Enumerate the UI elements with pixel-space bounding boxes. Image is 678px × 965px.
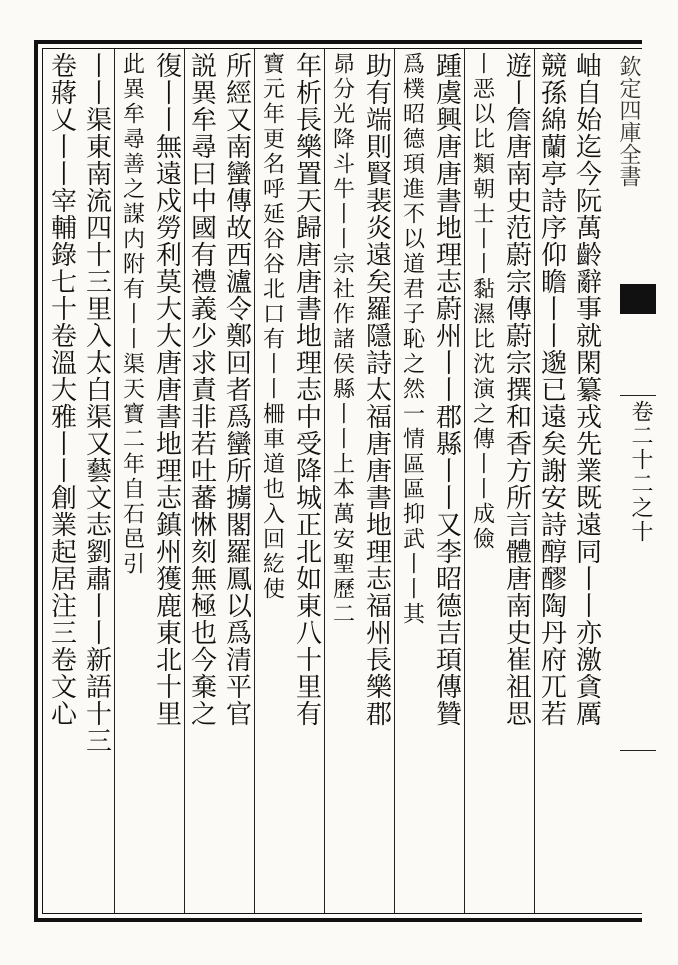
text-column: 卷蔣乂丨丨宰輔錄七十卷溫大雅丨丨創業起居注三卷文心 xyxy=(46,52,77,727)
text-column: 助有端則賢裴炎遠矣羅隱詩太福唐唐書地理志福州長樂郡 xyxy=(361,52,392,727)
text-column: 踵虞興唐唐書地理志蔚州丨丨郡縣丨丨又李昭德吉頊傳贊 xyxy=(431,52,462,727)
running-header: 欽定四庫全書 xyxy=(616,55,641,187)
text-column: 遊丨詹唐南史范蔚宗傳蔚宗撰和香方所言體唐南史崔祖思 xyxy=(501,52,532,727)
fishtail-mark xyxy=(620,284,656,314)
text-column: 所經又南蠻傳故西瀘令鄭回者爲蠻所擄閣羅鳳以爲清平官 xyxy=(221,52,252,727)
text-column: 此異牟尋善之謀内附有丨丨渠天寶二年自石邑引 xyxy=(119,52,145,577)
text-column: 説異牟尋曰中國有禮義少求責非若吐蕃惏刻無極也今棄之 xyxy=(186,52,217,727)
juan-number: 卷二十二之十 xyxy=(620,395,656,751)
text-column: 丨恶以比類朝士丨丨黏濕比沈演之傳丨丨成儉 xyxy=(469,52,495,552)
text-column: 丨丨渠東南流四十三里入太白渠又藝文志劉肅丨丨新語十三 xyxy=(81,52,112,754)
text-column: 競孫綿蘭亭詩序仰瞻丨丨邈已遠矣謝安詩醇醪陶丹府兀若 xyxy=(536,52,567,727)
text-column: 寶元年更名呼延谷谷北口有丨丨柵車道也入回紇使 xyxy=(259,52,285,602)
text-column: 年析長樂置天歸唐唐書地理志中受降城正北如東八十里有 xyxy=(291,52,322,727)
text-column: 爲樸昭德頊進不以道君子恥之然一情區區抑武丨丨其 xyxy=(399,52,425,627)
text-column: 昴分光降斗牛丨丨宗社作諸侯縣丨丨上本萬安聖歷二 xyxy=(329,52,355,627)
text-column: 岫自始迄今阮萬齡辭事就閑纂戎先業既遠同丨丨亦激貪厲 xyxy=(571,52,602,727)
text-column: 復丨丨無遠戍勞利莫大大唐唐書地理志鎮州獲鹿東北十里 xyxy=(151,52,182,727)
